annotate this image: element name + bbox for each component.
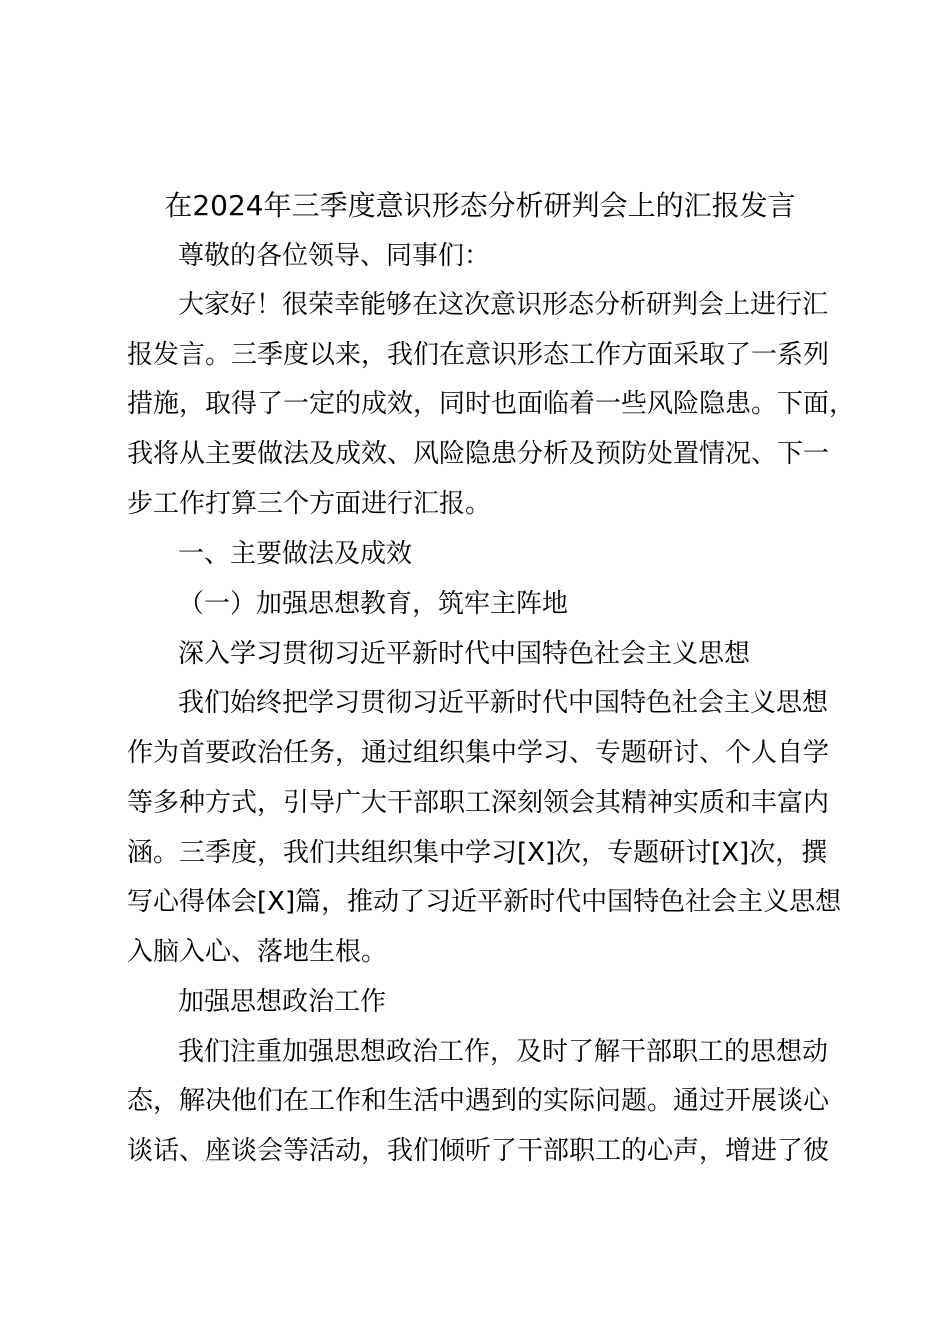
topic1-line-6: 入脑入心、落地生根。 — [127, 937, 388, 967]
topic1-line-1: 我们始终把学习贯彻习近平新时代中国特色社会主义思想 — [178, 688, 829, 718]
topic1-line-4: 涵。三季度，我们共组织集中学习[X]次，专题研讨[X]次，撰 — [127, 838, 828, 868]
topic-heading-2: 加强思想政治工作 — [178, 987, 387, 1017]
greeting: 尊敬的各位领导、同事们： — [178, 241, 491, 271]
intro-line-1: 大家好！很荣幸能够在这次意识形态分析研判会上进行汇 — [178, 290, 829, 320]
intro-line-2: 报发言。三季度以来，我们在意识形态工作方面采取了一系列 — [127, 340, 830, 370]
intro-line-5: 步工作打算三个方面进行汇报。 — [127, 489, 492, 519]
section-heading: 一、主要做法及成效 — [178, 539, 413, 569]
topic1-line-5: 写心得体会[X]篇，推动了习近平新时代中国特色社会主义思想 — [127, 887, 842, 917]
topic-heading-1: 深入学习贯彻习近平新时代中国特色社会主义思想 — [178, 639, 751, 669]
intro-line-3: 措施，取得了一定的成效，同时也面临着一些风险隐患。下面， — [127, 389, 856, 419]
topic2-line-2: 态，解决他们在工作和生活中遇到的实际问题。通过开展谈心 — [127, 1086, 830, 1116]
topic2-line-1: 我们注重加强思想政治工作，及时了解干部职工的思想动 — [178, 1037, 829, 1067]
topic1-line-2: 作为首要政治任务，通过组织集中学习、专题研讨、个人自学 — [127, 738, 830, 768]
topic2-line-3: 谈话、座谈会等活动，我们倾听了干部职工的心声，增进了彼 — [127, 1136, 830, 1166]
subsection-heading: （一）加强思想教育，筑牢主阵地 — [178, 589, 569, 619]
document-title: 在2024年三季度意识形态分析研判会上的汇报发言 — [164, 189, 796, 222]
intro-line-4: 我将从主要做法及成效、风险隐患分析及预防处置情况、下一 — [127, 439, 830, 469]
topic1-line-3: 等多种方式，引导广大干部职工深刻领会其精神实质和丰富内 — [127, 788, 830, 818]
